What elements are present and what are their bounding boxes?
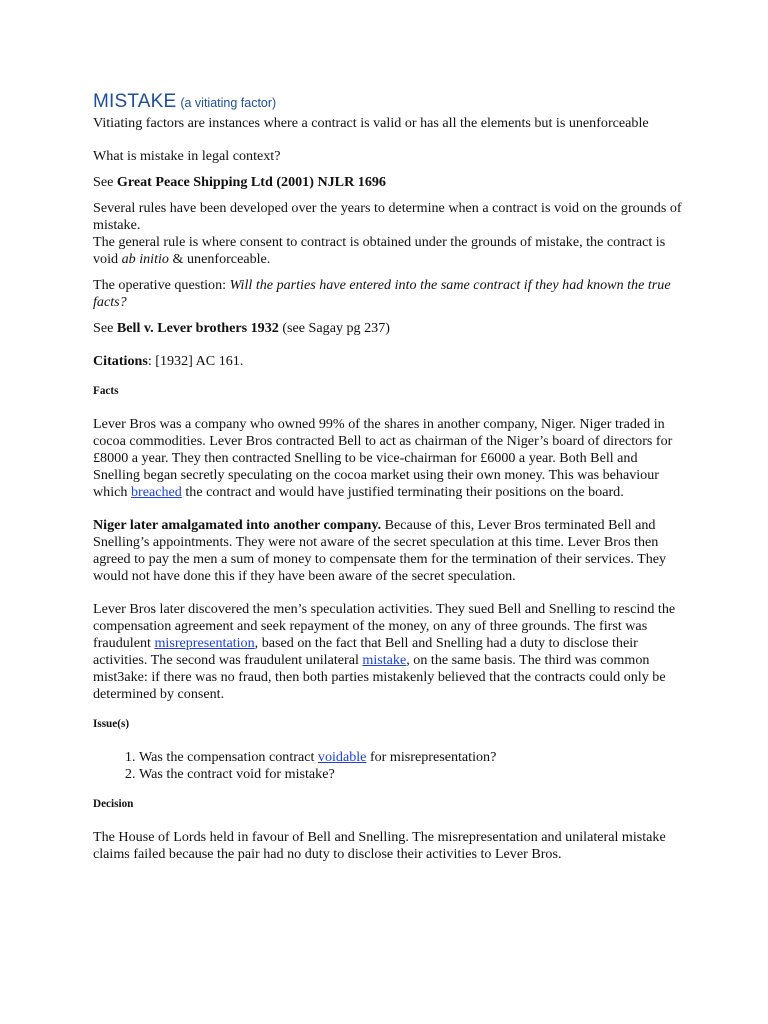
case-bell-lever: Bell v. Lever brothers 1932 (116, 320, 279, 336)
facts-paragraph-3 (93, 601, 683, 703)
operative-question (93, 277, 683, 311)
issue1-pre: Was the compensation contract (139, 749, 318, 765)
rules-line2-post: & unenforceable. (168, 251, 271, 267)
issues-list (93, 749, 683, 783)
title-sub: (a vitiating factor) (180, 96, 277, 110)
operative-prefix: The operative question: (93, 277, 230, 293)
page-title (93, 92, 683, 113)
operative-text: Will the parties have entered into the same contract if they had known the true facts? (93, 277, 671, 310)
facts-p3-c: , on the same basis. The third was common mist3ake: if there was no fraud, then both parties mistakenly believed that the contracts could only be determined by consent. (93, 652, 666, 702)
see-prefix: See (93, 174, 117, 190)
link-mistake[interactable]: mistake (362, 652, 407, 668)
facts-paragraph-2 (93, 517, 683, 585)
case-great-peace: Great Peace Shipping Ltd (2001) NJLR 1696 (116, 174, 386, 190)
decision-heading: Decision (93, 798, 134, 810)
citations-line (93, 353, 683, 370)
link-breached[interactable]: breached (130, 484, 182, 500)
decision-paragraph: The House of Lords held in favour of Bell and Snelling. The misrepresentation and unilateral mistake claims failed because the pair had no duty to disclose their activities to Lever Bros. (93, 829, 666, 862)
facts-p3-b: , based on the fact that Bell and Snelling had a duty to disclose their activities. The second was fraudulent unilateral (93, 635, 638, 668)
issues-heading: Issue(s) (93, 718, 130, 730)
facts-p1-text: Lever Bros was a company who owned 99% of the shares in another company, Niger. Niger traded in cocoa commodities. Lever Bros contracted Bell to act as chairman of the Niger’s board of directors for £8000 a year. They then contracted Snelling to be vice-chairman for £6000 a year. Both Bell and Snelling began secretly speculating on the cocoa market using their own money. This was behaviour which (93, 416, 673, 500)
facts-heading: Facts (93, 385, 119, 397)
rules-line2-pre: The general rule is where consent to contract is obtained under the grounds of mistake, the contract is void (93, 234, 666, 267)
see2-prefix: See (93, 320, 117, 336)
rules-line1: Several rules have been developed over the years to determine when a contract is void on the grounds of mistake. (93, 200, 682, 233)
question-paragraph: What is mistake in legal context? (93, 148, 281, 164)
facts-p2-bold: Niger later amalgamated into another company. (93, 517, 382, 533)
see2-suffix: (see Sagay pg 237) (278, 320, 390, 336)
facts-p3-a: Lever Bros later discovered the men’s speculation activities. They sued Bell and Snelling to rescind the compensation agreement and seek repayment of the money, on any of three grounds. The first was fraudulent (93, 601, 676, 651)
facts-p1-post: the contract and would have justified terminating their positions on the board. (181, 484, 624, 500)
document-body (93, 92, 683, 863)
intro-paragraph: Vitiating factors are instances where a contract is valid or has all the elements but is unenforceable (93, 115, 649, 131)
citations-label: Citations (93, 353, 148, 369)
issue-item-2: 2. Was the contract void for mistake? (139, 766, 683, 783)
facts-p2-text: Because of this, Lever Bros terminated Bell and Snelling’s appointments. They were not aware of the secret speculation at this time. Lever Bros then agreed to pay the men a sum of money to compensate them for the termination of their services. They would not have done this if they have been aware of the secret speculation. (93, 517, 667, 584)
rules-paragraph (93, 200, 683, 268)
link-misrepresentation[interactable]: misrepresentation (154, 635, 255, 651)
citations-value: : [1932] AC 161. (147, 353, 244, 369)
ab-initio: ab initio (121, 251, 169, 267)
link-voidable[interactable]: voidable (317, 749, 367, 765)
facts-paragraph-1 (93, 416, 683, 501)
issue-item-1 (139, 749, 683, 766)
title-main: MISTAKE (93, 91, 177, 112)
see-bell-lever (93, 320, 683, 337)
issue1-post: for misrepresentation? (366, 749, 497, 765)
see-great-peace (93, 174, 683, 191)
